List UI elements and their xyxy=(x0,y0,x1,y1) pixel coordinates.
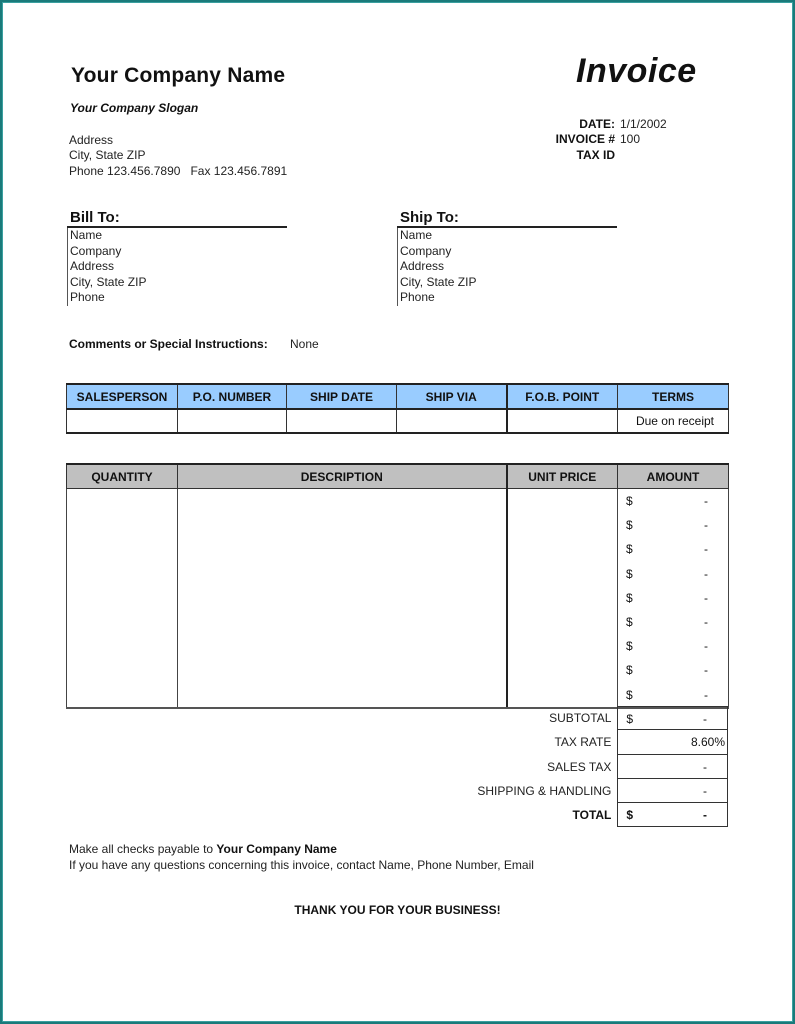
shipping-info-table xyxy=(66,383,729,434)
quantity-cell[interactable] xyxy=(67,537,178,561)
quantity-cell[interactable] xyxy=(67,489,178,514)
line-items-table xyxy=(66,463,729,709)
header-fob-point: F.O.B. POINT xyxy=(507,384,618,409)
unit-price-cell[interactable] xyxy=(507,537,618,561)
tax-rate-value: 8.60% xyxy=(690,735,725,750)
company-city-state-zip: City, State ZIP xyxy=(69,148,146,162)
amount-value: - xyxy=(704,590,708,605)
amount-value: - xyxy=(704,639,708,654)
date-value: 1/1/2002 xyxy=(620,117,667,131)
sales-tax-label: SALES TAX xyxy=(547,759,612,774)
amount-value: - xyxy=(704,614,708,629)
total-row xyxy=(440,803,728,827)
amount-cell xyxy=(618,586,729,610)
quantity-cell[interactable] xyxy=(67,513,178,537)
description-cell[interactable] xyxy=(178,683,507,708)
description-cell[interactable] xyxy=(178,537,507,561)
line-item-row xyxy=(67,634,729,658)
thank-you-message: THANK YOU FOR YOUR BUSINESS! xyxy=(294,903,501,917)
amount-value: - xyxy=(704,494,708,508)
line-item-row xyxy=(67,562,729,586)
ship-to-block xyxy=(397,209,617,306)
bill-to-block xyxy=(67,209,287,306)
header-description: DESCRIPTION xyxy=(178,464,507,489)
description-cell[interactable] xyxy=(178,489,507,514)
subtotal-value-cell xyxy=(617,706,728,730)
ship-to-title: Ship To: xyxy=(400,209,459,226)
header-ship-via: SHIP VIA xyxy=(397,384,507,409)
ship-via-cell[interactable] xyxy=(397,409,507,433)
shipping-header-row xyxy=(67,384,729,409)
amount-currency: $ xyxy=(626,687,633,702)
unit-price-cell[interactable] xyxy=(507,489,618,514)
header-terms: TERMS xyxy=(618,384,729,409)
line-item-row xyxy=(67,586,729,610)
amount-cell xyxy=(618,683,729,708)
sales-tax-value-cell xyxy=(617,755,728,779)
quantity-cell[interactable] xyxy=(67,683,178,708)
subtotal-label: SUBTOTAL xyxy=(549,711,612,725)
amount-currency: $ xyxy=(626,614,633,629)
amount-currency: $ xyxy=(626,518,633,533)
amount-currency: $ xyxy=(626,663,633,678)
amount-currency: $ xyxy=(626,542,633,557)
tax-rate-row xyxy=(440,730,728,754)
description-cell[interactable] xyxy=(178,513,507,537)
sales-tax-row xyxy=(440,755,728,779)
unit-price-cell[interactable] xyxy=(507,562,618,586)
header-quantity: QUANTITY xyxy=(67,464,178,489)
amount-currency: $ xyxy=(626,566,633,581)
unit-price-cell[interactable] xyxy=(507,610,618,634)
description-cell[interactable] xyxy=(178,658,507,682)
description-cell[interactable] xyxy=(178,610,507,634)
bill-to-address: Address xyxy=(70,259,115,273)
company-name: Your Company Name xyxy=(71,64,286,87)
quantity-cell[interactable] xyxy=(67,658,178,682)
unit-price-cell[interactable] xyxy=(507,634,618,658)
checks-payable-company: Your Company Name xyxy=(216,842,337,856)
company-slogan: Your Company Slogan xyxy=(70,101,199,115)
line-item-row xyxy=(67,513,729,537)
amount-value: - xyxy=(704,663,708,678)
po-number-cell[interactable] xyxy=(178,409,287,433)
header-po-number: P.O. NUMBER xyxy=(178,384,287,409)
shipping-handling-label: SHIPPING & HANDLING xyxy=(477,783,612,798)
questions-contact-line: If you have any questions concerning this invoice, contact Name, Phone Number, Email xyxy=(69,858,534,872)
header-salesperson: SALESPERSON xyxy=(67,384,178,409)
description-cell[interactable] xyxy=(178,562,507,586)
header-ship-date: SHIP DATE xyxy=(287,384,397,409)
unit-price-cell[interactable] xyxy=(507,683,618,708)
quantity-cell[interactable] xyxy=(67,586,178,610)
header-amount: AMOUNT xyxy=(618,464,729,489)
tax-id-label: TAX ID xyxy=(576,148,615,162)
shipping-handling-value: - xyxy=(703,783,707,798)
comments-value: None xyxy=(290,337,319,351)
comments-label: Comments or Special Instructions: xyxy=(69,337,268,351)
ship-to-name: Name xyxy=(400,228,433,242)
bill-to-phone: Phone xyxy=(70,290,105,304)
total-value-cell xyxy=(617,803,728,827)
amount-currency: $ xyxy=(626,639,633,654)
tax-rate-label: TAX RATE xyxy=(554,735,612,750)
amount-value: - xyxy=(704,566,708,581)
bill-to-title: Bill To: xyxy=(70,209,120,226)
bill-to-city-state-zip: City, State ZIP xyxy=(70,274,147,289)
line-item-row xyxy=(67,658,729,682)
company-phone-fax: Phone 123.456.7890 Fax 123.456.7891 xyxy=(69,164,288,178)
line-item-row xyxy=(67,610,729,634)
shipping-handling-row xyxy=(440,779,728,803)
amount-cell xyxy=(618,562,729,586)
amount-cell xyxy=(618,537,729,561)
fob-point-cell[interactable] xyxy=(507,409,618,433)
sales-tax-value: - xyxy=(703,759,707,774)
ship-to-phone: Phone xyxy=(400,290,435,304)
amount-cell xyxy=(618,489,729,514)
company-address: Address xyxy=(69,133,114,147)
quantity-cell[interactable] xyxy=(67,610,178,634)
line-item-row xyxy=(67,537,729,561)
invoice-number-label: INVOICE # xyxy=(555,132,615,146)
tax-rate-value-cell[interactable] xyxy=(617,730,728,754)
ship-to-lines xyxy=(397,228,617,306)
amount-value: - xyxy=(704,518,708,533)
description-cell[interactable] xyxy=(178,586,507,610)
line-item-row xyxy=(67,489,729,514)
salesperson-cell[interactable] xyxy=(67,409,178,433)
bill-to-company: Company xyxy=(70,243,122,258)
shipping-handling-value-cell[interactable] xyxy=(617,779,728,803)
subtotal-currency: $ xyxy=(626,712,634,726)
invoice-number-value: 100 xyxy=(620,132,641,146)
bill-to-lines xyxy=(67,228,287,306)
unit-price-cell[interactable] xyxy=(507,513,618,537)
total-value: - xyxy=(703,808,707,823)
amount-cell xyxy=(618,634,729,658)
amount-value: - xyxy=(704,542,708,557)
terms-cell[interactable]: Due on receipt xyxy=(618,409,729,433)
items-header-row xyxy=(67,464,729,489)
subtotal-value: - xyxy=(703,712,707,726)
unit-price-cell[interactable] xyxy=(507,586,618,610)
amount-cell xyxy=(618,658,729,682)
amount-cell xyxy=(618,513,729,537)
amount-currency: $ xyxy=(626,494,633,508)
shipping-value-row xyxy=(67,409,729,433)
line-item-row xyxy=(67,683,729,708)
checks-payable-line xyxy=(69,842,337,856)
amount-value: - xyxy=(704,687,708,702)
bill-to-name: Name xyxy=(70,228,103,242)
total-label: TOTAL xyxy=(572,808,612,823)
invoice-title: Invoice xyxy=(576,52,697,90)
date-label: DATE: xyxy=(579,117,615,131)
subtotal-row xyxy=(440,706,728,730)
ship-to-city-state-zip: City, State ZIP xyxy=(400,274,477,289)
ship-to-address: Address xyxy=(400,259,445,273)
quantity-cell[interactable] xyxy=(67,634,178,658)
unit-price-cell[interactable] xyxy=(507,658,618,682)
totals-section xyxy=(440,706,728,827)
amount-currency: $ xyxy=(626,590,633,605)
total-currency: $ xyxy=(626,808,634,823)
ship-date-cell[interactable] xyxy=(287,409,397,433)
quantity-cell[interactable] xyxy=(67,562,178,586)
description-cell[interactable] xyxy=(178,634,507,658)
ship-to-company: Company xyxy=(400,243,452,258)
header-unit-price: UNIT PRICE xyxy=(507,464,618,489)
checks-payable-prefix: Make all checks payable to xyxy=(69,842,217,856)
amount-cell xyxy=(618,610,729,634)
